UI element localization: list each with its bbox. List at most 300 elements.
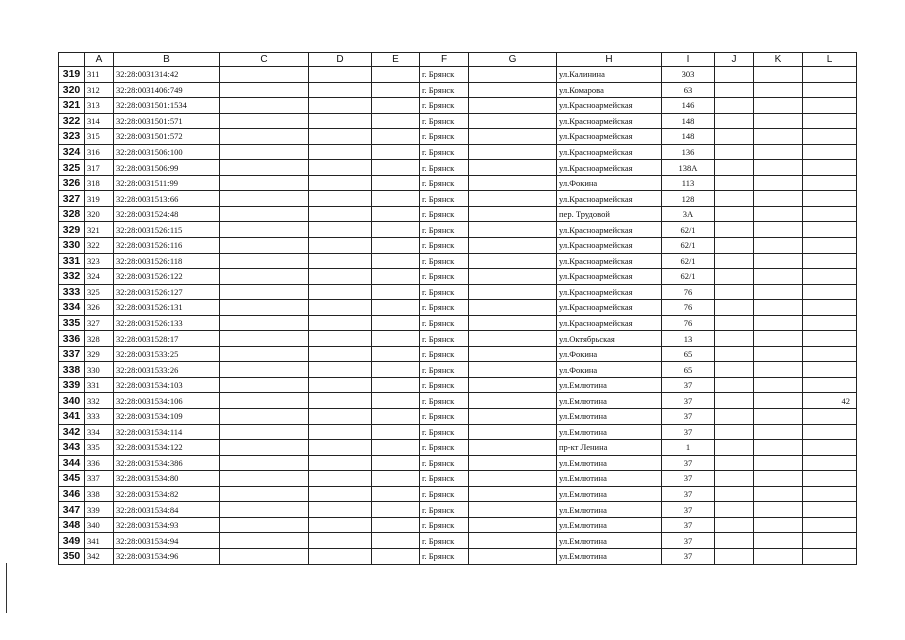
cell-a[interactable]: 337 — [85, 471, 114, 487]
cell-c[interactable] — [220, 440, 309, 456]
row-number[interactable]: 345 — [59, 471, 85, 487]
cell-b[interactable]: 32:28:0031533:25 — [114, 346, 220, 362]
cell-f[interactable]: г. Брянск — [420, 191, 469, 207]
row-number[interactable]: 325 — [59, 160, 85, 176]
cell-l[interactable] — [803, 206, 857, 222]
cell-e[interactable] — [372, 533, 420, 549]
cell-c[interactable] — [220, 67, 309, 83]
cell-i[interactable]: 62/1 — [662, 222, 715, 238]
cell-j[interactable] — [715, 160, 754, 176]
cell-i[interactable]: 148 — [662, 113, 715, 129]
cell-j[interactable] — [715, 502, 754, 518]
row-number[interactable]: 331 — [59, 253, 85, 269]
cell-f[interactable]: г. Брянск — [420, 222, 469, 238]
cell-h[interactable]: ул.Емлютина — [557, 471, 662, 487]
cell-f[interactable]: г. Брянск — [420, 315, 469, 331]
cell-a[interactable]: 329 — [85, 346, 114, 362]
cell-i[interactable]: 37 — [662, 455, 715, 471]
cell-a[interactable]: 311 — [85, 67, 114, 83]
cell-k[interactable] — [754, 129, 803, 145]
cell-l[interactable] — [803, 129, 857, 145]
cell-b[interactable]: 32:28:0031528:17 — [114, 331, 220, 347]
cell-c[interactable] — [220, 98, 309, 114]
cell-i[interactable]: 13 — [662, 331, 715, 347]
cell-d[interactable] — [309, 533, 372, 549]
cell-e[interactable] — [372, 191, 420, 207]
cell-e[interactable] — [372, 471, 420, 487]
cell-d[interactable] — [309, 440, 372, 456]
cell-d[interactable] — [309, 67, 372, 83]
cell-b[interactable]: 32:28:0031534:84 — [114, 502, 220, 518]
cell-c[interactable] — [220, 253, 309, 269]
row-number[interactable]: 341 — [59, 409, 85, 425]
row-number[interactable]: 346 — [59, 486, 85, 502]
cell-b[interactable]: 32:28:0031534:109 — [114, 409, 220, 425]
cell-b[interactable]: 32:28:0031534:80 — [114, 471, 220, 487]
row-number[interactable]: 347 — [59, 502, 85, 518]
cell-c[interactable] — [220, 362, 309, 378]
cell-b[interactable]: 32:28:0031526:133 — [114, 315, 220, 331]
cell-a[interactable]: 319 — [85, 191, 114, 207]
cell-i[interactable]: 63 — [662, 82, 715, 98]
column-header-f[interactable]: F — [420, 53, 469, 67]
cell-l[interactable] — [803, 409, 857, 425]
cell-e[interactable] — [372, 144, 420, 160]
cell-g[interactable] — [469, 424, 557, 440]
cell-l[interactable] — [803, 67, 857, 83]
cell-e[interactable] — [372, 393, 420, 409]
cell-k[interactable] — [754, 502, 803, 518]
cell-c[interactable] — [220, 517, 309, 533]
cell-k[interactable] — [754, 67, 803, 83]
cell-j[interactable] — [715, 548, 754, 564]
cell-e[interactable] — [372, 377, 420, 393]
cell-l[interactable] — [803, 284, 857, 300]
cell-b[interactable]: 32:28:0031534:96 — [114, 548, 220, 564]
cell-d[interactable] — [309, 98, 372, 114]
cell-l[interactable] — [803, 82, 857, 98]
cell-c[interactable] — [220, 300, 309, 316]
cell-e[interactable] — [372, 300, 420, 316]
cell-i[interactable]: 113 — [662, 175, 715, 191]
cell-c[interactable] — [220, 471, 309, 487]
cell-d[interactable] — [309, 517, 372, 533]
cell-b[interactable]: 32:28:0031526:127 — [114, 284, 220, 300]
cell-k[interactable] — [754, 315, 803, 331]
row-number[interactable]: 342 — [59, 424, 85, 440]
cell-g[interactable] — [469, 253, 557, 269]
cell-g[interactable] — [469, 315, 557, 331]
row-number[interactable]: 335 — [59, 315, 85, 331]
cell-b[interactable]: 32:28:0031506:100 — [114, 144, 220, 160]
cell-j[interactable] — [715, 346, 754, 362]
row-number[interactable]: 333 — [59, 284, 85, 300]
row-number[interactable]: 322 — [59, 113, 85, 129]
cell-a[interactable]: 339 — [85, 502, 114, 518]
cell-k[interactable] — [754, 486, 803, 502]
cell-i[interactable]: 62/1 — [662, 253, 715, 269]
cell-a[interactable]: 336 — [85, 455, 114, 471]
cell-g[interactable] — [469, 284, 557, 300]
cell-h[interactable]: ул.Емлютина — [557, 455, 662, 471]
cell-l[interactable] — [803, 440, 857, 456]
cell-a[interactable]: 322 — [85, 238, 114, 254]
cell-h[interactable]: ул.Комарова — [557, 82, 662, 98]
cell-d[interactable] — [309, 455, 372, 471]
cell-e[interactable] — [372, 175, 420, 191]
cell-j[interactable] — [715, 393, 754, 409]
cell-b[interactable]: 32:28:0031524:48 — [114, 206, 220, 222]
cell-b[interactable]: 32:28:0031526:122 — [114, 269, 220, 285]
cell-g[interactable] — [469, 409, 557, 425]
cell-f[interactable]: г. Брянск — [420, 502, 469, 518]
cell-d[interactable] — [309, 82, 372, 98]
cell-e[interactable] — [372, 160, 420, 176]
cell-j[interactable] — [715, 206, 754, 222]
cell-f[interactable]: г. Брянск — [420, 175, 469, 191]
cell-a[interactable]: 325 — [85, 284, 114, 300]
cell-l[interactable] — [803, 331, 857, 347]
cell-d[interactable] — [309, 502, 372, 518]
cell-i[interactable]: 76 — [662, 315, 715, 331]
row-number[interactable]: 350 — [59, 548, 85, 564]
cell-b[interactable]: 32:28:0031526:115 — [114, 222, 220, 238]
cell-i[interactable]: 37 — [662, 548, 715, 564]
cell-c[interactable] — [220, 409, 309, 425]
cell-k[interactable] — [754, 377, 803, 393]
cell-j[interactable] — [715, 98, 754, 114]
cell-g[interactable] — [469, 300, 557, 316]
cell-c[interactable] — [220, 548, 309, 564]
cell-j[interactable] — [715, 238, 754, 254]
cell-f[interactable]: г. Брянск — [420, 471, 469, 487]
cell-g[interactable] — [469, 331, 557, 347]
cell-f[interactable]: г. Брянск — [420, 533, 469, 549]
cell-g[interactable] — [469, 144, 557, 160]
cell-c[interactable] — [220, 502, 309, 518]
cell-b[interactable]: 32:28:0031534:386 — [114, 455, 220, 471]
cell-c[interactable] — [220, 175, 309, 191]
cell-k[interactable] — [754, 269, 803, 285]
cell-l[interactable] — [803, 486, 857, 502]
cell-e[interactable] — [372, 331, 420, 347]
cell-d[interactable] — [309, 300, 372, 316]
cell-g[interactable] — [469, 517, 557, 533]
cell-a[interactable]: 318 — [85, 175, 114, 191]
column-header-k[interactable]: K — [754, 53, 803, 67]
cell-g[interactable] — [469, 440, 557, 456]
cell-i[interactable]: 128 — [662, 191, 715, 207]
cell-b[interactable]: 32:28:0031501:571 — [114, 113, 220, 129]
cell-i[interactable]: 3А — [662, 206, 715, 222]
cell-c[interactable] — [220, 144, 309, 160]
cell-g[interactable] — [469, 191, 557, 207]
cell-d[interactable] — [309, 191, 372, 207]
cell-c[interactable] — [220, 346, 309, 362]
cell-i[interactable]: 1 — [662, 440, 715, 456]
cell-l[interactable] — [803, 113, 857, 129]
cell-c[interactable] — [220, 486, 309, 502]
cell-j[interactable] — [715, 300, 754, 316]
cell-b[interactable]: 32:28:0031534:94 — [114, 533, 220, 549]
row-number[interactable]: 338 — [59, 362, 85, 378]
cell-a[interactable]: 317 — [85, 160, 114, 176]
cell-k[interactable] — [754, 331, 803, 347]
cell-k[interactable] — [754, 222, 803, 238]
cell-a[interactable]: 316 — [85, 144, 114, 160]
cell-k[interactable] — [754, 98, 803, 114]
cell-k[interactable] — [754, 455, 803, 471]
cell-a[interactable]: 333 — [85, 409, 114, 425]
cell-c[interactable] — [220, 424, 309, 440]
cell-b[interactable]: 32:28:0031534:122 — [114, 440, 220, 456]
cell-l[interactable] — [803, 362, 857, 378]
cell-j[interactable] — [715, 113, 754, 129]
cell-i[interactable]: 303 — [662, 67, 715, 83]
cell-f[interactable]: г. Брянск — [420, 206, 469, 222]
cell-a[interactable]: 312 — [85, 82, 114, 98]
cell-e[interactable] — [372, 129, 420, 145]
cell-a[interactable]: 327 — [85, 315, 114, 331]
cell-h[interactable]: пер. Трудовой — [557, 206, 662, 222]
cell-h[interactable]: ул.Красноармейская — [557, 129, 662, 145]
cell-j[interactable] — [715, 315, 754, 331]
cell-d[interactable] — [309, 424, 372, 440]
cell-g[interactable] — [469, 486, 557, 502]
cell-g[interactable] — [469, 238, 557, 254]
cell-i[interactable]: 76 — [662, 300, 715, 316]
cell-h[interactable]: ул.Емлютина — [557, 548, 662, 564]
cell-j[interactable] — [715, 362, 754, 378]
cell-i[interactable]: 37 — [662, 377, 715, 393]
cell-a[interactable]: 321 — [85, 222, 114, 238]
cell-i[interactable]: 37 — [662, 393, 715, 409]
cell-a[interactable]: 313 — [85, 98, 114, 114]
cell-k[interactable] — [754, 238, 803, 254]
cell-b[interactable]: 32:28:0031513:66 — [114, 191, 220, 207]
cell-k[interactable] — [754, 471, 803, 487]
cell-k[interactable] — [754, 409, 803, 425]
cell-e[interactable] — [372, 253, 420, 269]
cell-i[interactable]: 37 — [662, 409, 715, 425]
cell-i[interactable]: 65 — [662, 346, 715, 362]
cell-f[interactable]: г. Брянск — [420, 362, 469, 378]
cell-e[interactable] — [372, 362, 420, 378]
cell-b[interactable]: 32:28:0031534:106 — [114, 393, 220, 409]
row-number[interactable]: 334 — [59, 300, 85, 316]
cell-e[interactable] — [372, 548, 420, 564]
cell-j[interactable] — [715, 331, 754, 347]
cell-j[interactable] — [715, 517, 754, 533]
cell-b[interactable]: 32:28:0031406:749 — [114, 82, 220, 98]
cell-h[interactable]: ул.Емлютина — [557, 377, 662, 393]
cell-b[interactable]: 32:28:0031501:572 — [114, 129, 220, 145]
cell-h[interactable]: ул.Красноармейская — [557, 253, 662, 269]
cell-d[interactable] — [309, 175, 372, 191]
cell-f[interactable]: г. Брянск — [420, 346, 469, 362]
row-number[interactable]: 324 — [59, 144, 85, 160]
cell-h[interactable]: ул.Красноармейская — [557, 144, 662, 160]
cell-b[interactable]: 32:28:0031526:118 — [114, 253, 220, 269]
cell-l[interactable] — [803, 533, 857, 549]
cell-g[interactable] — [469, 533, 557, 549]
cell-j[interactable] — [715, 533, 754, 549]
cell-j[interactable] — [715, 175, 754, 191]
cell-a[interactable]: 334 — [85, 424, 114, 440]
row-number[interactable]: 330 — [59, 238, 85, 254]
cell-k[interactable] — [754, 548, 803, 564]
cell-k[interactable] — [754, 533, 803, 549]
cell-e[interactable] — [372, 440, 420, 456]
cell-c[interactable] — [220, 331, 309, 347]
row-number[interactable]: 328 — [59, 206, 85, 222]
cell-l[interactable] — [803, 502, 857, 518]
cell-h[interactable]: ул.Красноармейская — [557, 269, 662, 285]
row-number[interactable]: 348 — [59, 517, 85, 533]
row-number[interactable]: 323 — [59, 129, 85, 145]
cell-l[interactable] — [803, 315, 857, 331]
cell-k[interactable] — [754, 82, 803, 98]
cell-h[interactable]: ул.Красноармейская — [557, 191, 662, 207]
cell-k[interactable] — [754, 206, 803, 222]
row-number[interactable]: 344 — [59, 455, 85, 471]
cell-h[interactable]: ул.Емлютина — [557, 424, 662, 440]
column-header-c[interactable]: C — [220, 53, 309, 67]
cell-a[interactable]: 340 — [85, 517, 114, 533]
cell-b[interactable]: 32:28:0031506:99 — [114, 160, 220, 176]
cell-h[interactable]: ул.Фокина — [557, 362, 662, 378]
cell-f[interactable]: г. Брянск — [420, 160, 469, 176]
cell-g[interactable] — [469, 67, 557, 83]
cell-d[interactable] — [309, 144, 372, 160]
cell-f[interactable]: г. Брянск — [420, 409, 469, 425]
cell-j[interactable] — [715, 222, 754, 238]
column-header-e[interactable]: E — [372, 53, 420, 67]
cell-h[interactable]: ул.Красноармейская — [557, 160, 662, 176]
cell-d[interactable] — [309, 486, 372, 502]
cell-h[interactable]: ул.Емлютина — [557, 393, 662, 409]
cell-a[interactable]: 331 — [85, 377, 114, 393]
cell-g[interactable] — [469, 82, 557, 98]
cell-d[interactable] — [309, 113, 372, 129]
cell-c[interactable] — [220, 284, 309, 300]
cell-d[interactable] — [309, 548, 372, 564]
cell-h[interactable]: ул.Красноармейская — [557, 98, 662, 114]
cell-j[interactable] — [715, 67, 754, 83]
cell-f[interactable]: г. Брянск — [420, 455, 469, 471]
cell-c[interactable] — [220, 82, 309, 98]
cell-c[interactable] — [220, 393, 309, 409]
row-number[interactable]: 340 — [59, 393, 85, 409]
cell-h[interactable]: ул.Фокина — [557, 175, 662, 191]
cell-g[interactable] — [469, 113, 557, 129]
cell-b[interactable]: 32:28:0031534:93 — [114, 517, 220, 533]
cell-l[interactable] — [803, 548, 857, 564]
cell-l[interactable] — [803, 238, 857, 254]
cell-b[interactable]: 32:28:0031534:82 — [114, 486, 220, 502]
row-number[interactable]: 321 — [59, 98, 85, 114]
cell-l[interactable] — [803, 377, 857, 393]
cell-j[interactable] — [715, 269, 754, 285]
cell-a[interactable]: 324 — [85, 269, 114, 285]
cell-g[interactable] — [469, 471, 557, 487]
cell-f[interactable]: г. Брянск — [420, 486, 469, 502]
row-number[interactable]: 326 — [59, 175, 85, 191]
cell-d[interactable] — [309, 269, 372, 285]
cell-e[interactable] — [372, 346, 420, 362]
cell-a[interactable]: 332 — [85, 393, 114, 409]
cell-c[interactable] — [220, 269, 309, 285]
cell-f[interactable]: г. Брянск — [420, 548, 469, 564]
cell-i[interactable]: 136 — [662, 144, 715, 160]
cell-g[interactable] — [469, 222, 557, 238]
cell-l[interactable] — [803, 424, 857, 440]
cell-e[interactable] — [372, 98, 420, 114]
cell-g[interactable] — [469, 455, 557, 471]
cell-f[interactable]: г. Брянск — [420, 269, 469, 285]
cell-i[interactable]: 62/1 — [662, 269, 715, 285]
cell-b[interactable]: 32:28:0031526:131 — [114, 300, 220, 316]
cell-e[interactable] — [372, 222, 420, 238]
cell-c[interactable] — [220, 129, 309, 145]
cell-a[interactable]: 342 — [85, 548, 114, 564]
cell-a[interactable]: 341 — [85, 533, 114, 549]
cell-k[interactable] — [754, 160, 803, 176]
cell-f[interactable]: г. Брянск — [420, 238, 469, 254]
cell-i[interactable]: 76 — [662, 284, 715, 300]
cell-g[interactable] — [469, 269, 557, 285]
cell-h[interactable]: ул.Красноармейская — [557, 113, 662, 129]
cell-e[interactable] — [372, 67, 420, 83]
cell-e[interactable] — [372, 517, 420, 533]
cell-h[interactable]: ул.Красноармейская — [557, 300, 662, 316]
cell-e[interactable] — [372, 455, 420, 471]
cell-j[interactable] — [715, 440, 754, 456]
row-number[interactable]: 336 — [59, 331, 85, 347]
cell-a[interactable]: 330 — [85, 362, 114, 378]
column-header-b[interactable]: B — [114, 53, 220, 67]
cell-k[interactable] — [754, 253, 803, 269]
cell-f[interactable]: г. Брянск — [420, 113, 469, 129]
cell-e[interactable] — [372, 486, 420, 502]
cell-g[interactable] — [469, 377, 557, 393]
cell-e[interactable] — [372, 269, 420, 285]
cell-b[interactable]: 32:28:0031534:103 — [114, 377, 220, 393]
cell-d[interactable] — [309, 284, 372, 300]
cell-l[interactable] — [803, 98, 857, 114]
cell-c[interactable] — [220, 206, 309, 222]
cell-g[interactable] — [469, 548, 557, 564]
cell-l[interactable] — [803, 160, 857, 176]
cell-i[interactable]: 37 — [662, 424, 715, 440]
cell-b[interactable]: 32:28:0031501:1534 — [114, 98, 220, 114]
cell-j[interactable] — [715, 82, 754, 98]
cell-g[interactable] — [469, 206, 557, 222]
cell-i[interactable]: 62/1 — [662, 238, 715, 254]
cell-k[interactable] — [754, 113, 803, 129]
cell-f[interactable]: г. Брянск — [420, 517, 469, 533]
cell-c[interactable] — [220, 222, 309, 238]
cell-h[interactable]: ул.Красноармейская — [557, 222, 662, 238]
cell-d[interactable] — [309, 160, 372, 176]
corner-header[interactable] — [59, 53, 85, 67]
column-header-j[interactable]: J — [715, 53, 754, 67]
cell-j[interactable] — [715, 377, 754, 393]
cell-k[interactable] — [754, 362, 803, 378]
cell-f[interactable]: г. Брянск — [420, 98, 469, 114]
cell-g[interactable] — [469, 129, 557, 145]
cell-h[interactable]: ул.Емлютина — [557, 517, 662, 533]
